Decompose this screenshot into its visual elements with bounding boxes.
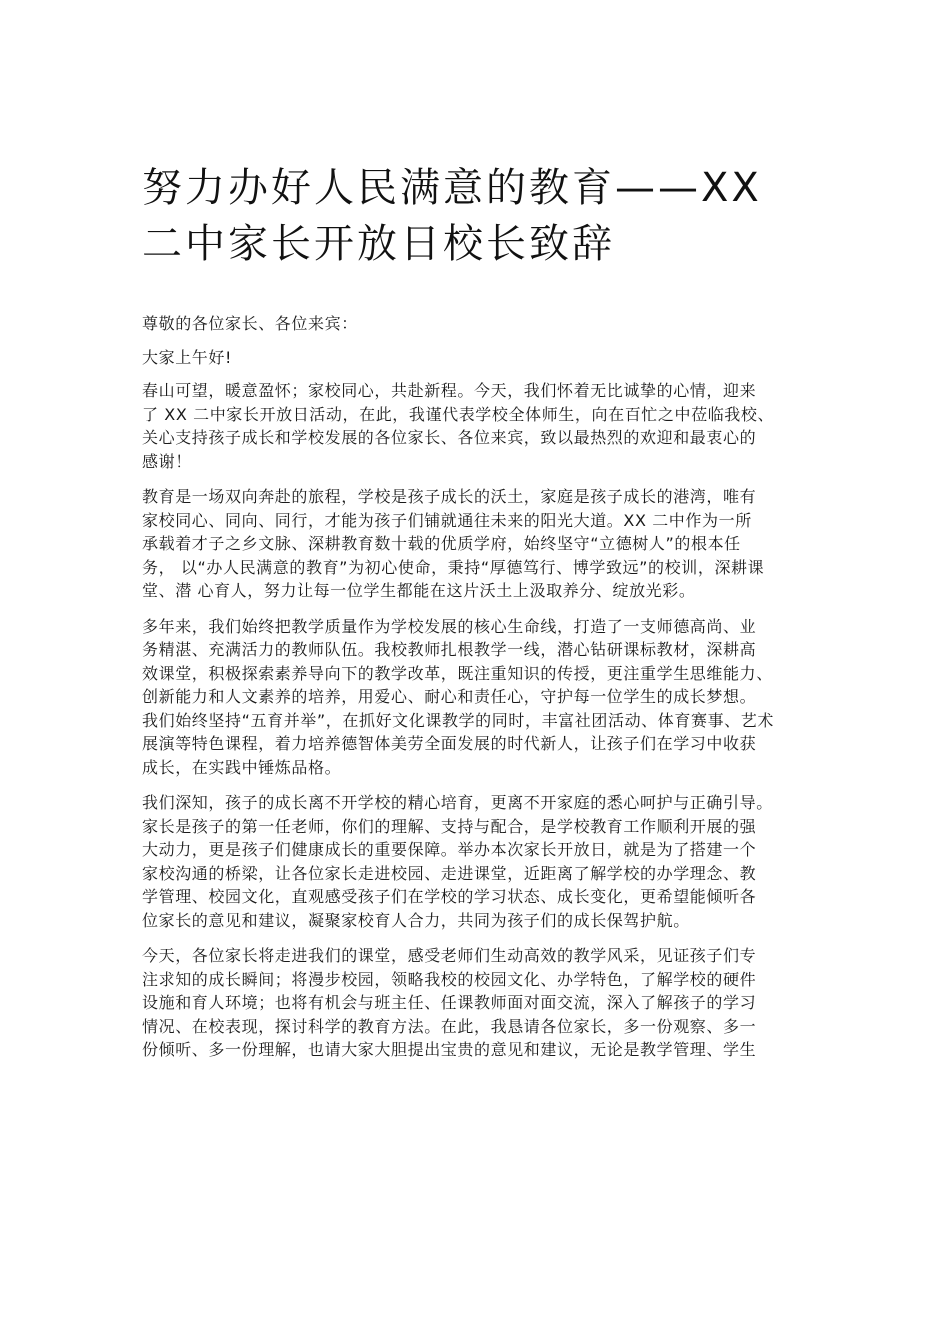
text-line: 份倾听、多一份理解，也请大家大胆提出宝贵的意见和建议，无论是教学管理、学生 [142, 1040, 757, 1059]
text-line: 教育是一场双向奔赴的旅程，学校是孩子成长的沃土，家庭是孩子成长的港湾，唯有 [142, 487, 757, 506]
text-line: 务精湛、充满活力的教师队伍。我校教师扎根教学一线，潜心钻研课标教材，深耕高 [142, 640, 757, 659]
salutation: 尊敬的各位家长、各位来宾： [142, 314, 358, 333]
text-line: 情况、在校表现，探讨科学的教育方法。在此，我恳请各位家长，多一份观察、多一 [142, 1016, 757, 1036]
title-line: 二中家长开放日校长致辞 [142, 221, 615, 267]
text-line: 务， 以“办人民满意的教育”为初心使命，秉持“厚德笃行、博学致远”的校训，深耕课 [142, 557, 765, 577]
text-line: 家长是孩子的第一任老师，你们的理解、支持与配合，是学校教育工作顺利开展的强 [142, 816, 757, 836]
document-body [142, 312, 832, 1074]
salutation-paragraph [142, 312, 832, 336]
text-line: 学管理、校园文化，直观感受孩子们在学校的学习状态、成长变化，更希望能倾听各 [142, 887, 757, 906]
text-line: 创新能力和人文素养的培养，用爱心、耐心和责任心，守护每一位学生的成长梦想。 [142, 687, 757, 706]
greeting-paragraph [142, 346, 832, 370]
text-line: 关心支持孩子成长和学校发展的各位家长、各位来宾，致以最热烈的欢迎和最衷心的 [142, 428, 757, 447]
paragraph-5 [142, 944, 832, 1062]
title-line: 努力办好人民满意的教育——XX [142, 165, 762, 211]
text-line: 我们深知，孩子的成长离不开学校的精心培育，更离不开家庭的悉心呵护与正确引导。 [142, 793, 773, 812]
text-line: 多年来，我们始终把教学质量作为学校发展的核心生命线，打造了一支师德高尚、业 [142, 616, 757, 636]
text-line: 堂、潜 心育人，努力让每一位学生都能在这片沃土上汲取养分、绽放光彩。 [142, 581, 696, 600]
greeting: 大家上午好! [142, 347, 233, 367]
paragraph-1 [142, 379, 832, 473]
text-line: 我们始终坚持“五育并举”，在抓好文化课教学的同时，丰富社团活动、体育赛事、艺术 [142, 710, 774, 730]
paragraph-3 [142, 615, 832, 780]
text-line: 家校沟通的桥梁，让各位家长走进校园、走进课堂，近距离了解学校的办学理念、教 [142, 863, 757, 883]
text-line: 春山可望，暖意盈怀；家校同心，共赴新程。今天，我们怀着无比诚挚的心情，迎来 [142, 381, 757, 400]
text-line: 感谢！ [142, 451, 192, 471]
text-line: 注求知的成长瞬间；将漫步校园，领略我校的校园文化、办学特色，了解学校的硬件 [142, 969, 757, 989]
text-line: 今天，各位家长将走进我们的课堂，感受老师们生动高效的教学风采，见证孩子们专 [142, 946, 757, 965]
text-line: 设施和育人环境；也将有机会与班主任、任课教师面对面交流，深入了解孩子的学习 [142, 993, 757, 1012]
text-line: 了 XX 二中家长开放日活动，在此，我谨代表学校全体师生，向在百忙之中莅临我校、 [142, 404, 775, 424]
text-line: 展演等特色课程，着力培养德智体美劳全面发展的时代新人，让孩子们在学习中收获 [142, 734, 757, 753]
paragraph-2 [142, 485, 832, 603]
text-line: 效课堂，积极探索素养导向下的教学改革，既注重知识的传授，更注重学生思维能力、 [142, 663, 773, 683]
text-line: 成长，在实践中锤炼品格。 [142, 757, 342, 777]
text-line: 承载着才子之乡文脉、深耕教育数十载的优质学府，始终坚守“立德树人”的根本任 [142, 534, 741, 553]
document-title [142, 160, 842, 272]
text-line: 大动力，更是孩子们健康成长的重要保障。举办本次家长开放日，就是为了搭建一个 [142, 840, 757, 859]
paragraph-4 [142, 791, 832, 932]
text-line: 家校同心、同向、同行，才能为孩子们铺就通往未来的阳光大道。XX 二中作为一所 [142, 510, 752, 530]
text-line: 位家长的意见和建议，凝聚家校育人合力，共同为孩子们的成长保驾护航。 [142, 910, 690, 930]
